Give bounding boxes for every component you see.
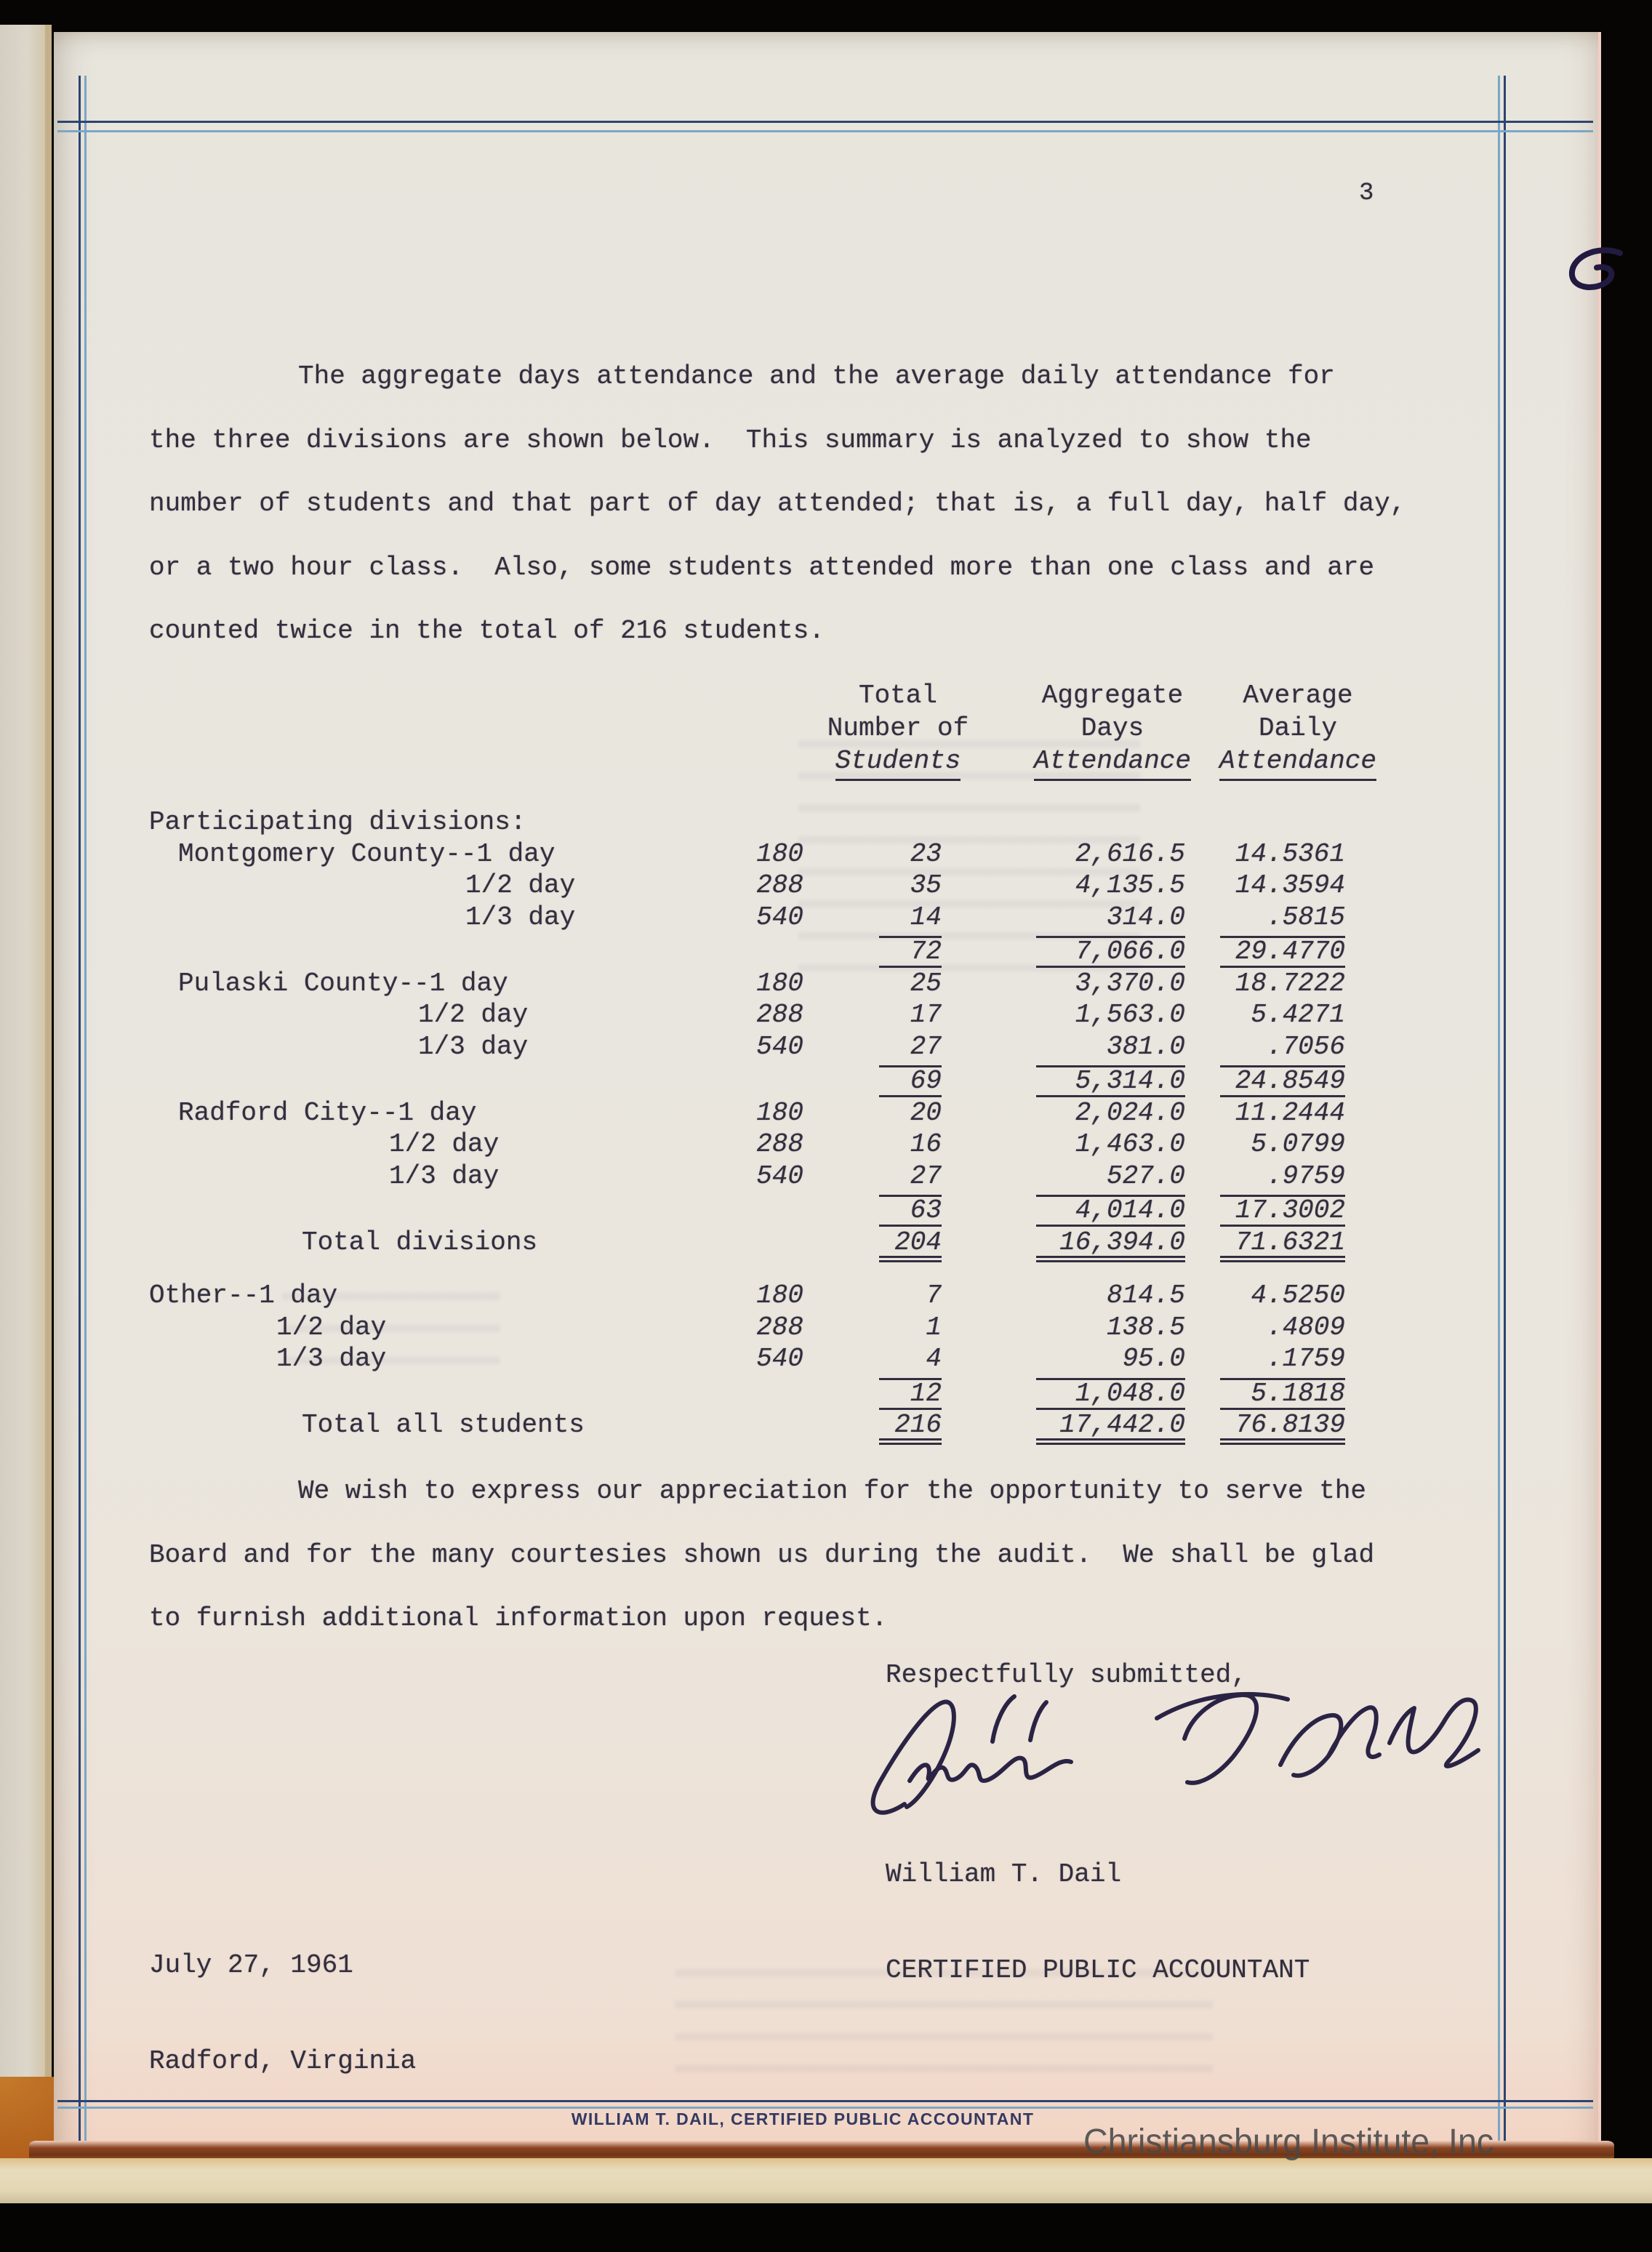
header-line-underlined: Attendance (1034, 745, 1191, 781)
cell: 16,394.0 (1036, 1229, 1185, 1262)
previous-page-edge (0, 25, 52, 2087)
cell: 18.7222 (1235, 968, 1345, 998)
cell: 5,314.0 (1036, 1065, 1185, 1097)
cell: 5.1818 (1220, 1378, 1345, 1410)
table-row (149, 1097, 1345, 1129)
cell: 29.4770 (1220, 936, 1345, 968)
header-line-underlined: Attendance (1219, 745, 1376, 781)
total-divisions-row (149, 1227, 1345, 1259)
paragraph-line: number of students and that part of day attended; that is, a full day, half day, (149, 489, 1406, 518)
cell: 314.0 (1106, 902, 1185, 932)
cell: .1759 (1266, 1344, 1345, 1374)
cell: 2,024.0 (1075, 1097, 1185, 1128)
place-line: Radford, Virginia (149, 2046, 417, 2076)
scan-background (0, 2203, 1652, 2252)
header-line: Average (1243, 681, 1353, 710)
paragraph-line: The aggregate days attendance and the average daily attendance for (298, 361, 1335, 391)
cell: 11.2444 (1235, 1097, 1345, 1128)
cell: 1 (926, 1312, 942, 1342)
cell: 69 (879, 1065, 942, 1097)
cell: 76.8139 (1220, 1411, 1345, 1445)
cell: 4,014.0 (1036, 1195, 1185, 1227)
paragraph-line: counted twice in the total of 216 students. (149, 616, 825, 646)
subtotal-row (149, 1195, 1345, 1227)
cell: 288 (756, 1000, 803, 1030)
date-line: July 27, 1961 (149, 1950, 353, 1980)
paragraph-line: the three divisions are shown below. This summary is analyzed to show the (149, 425, 1312, 455)
cell: 1,563.0 (1075, 1000, 1185, 1030)
row-label: 1/2 day (465, 870, 576, 900)
cell: 5.0799 (1251, 1129, 1345, 1159)
cell: 14.3594 (1235, 870, 1345, 900)
cell: 138.5 (1106, 1312, 1185, 1342)
cell: 63 (879, 1195, 942, 1227)
row-label: Montgomery County--1 day (178, 838, 556, 869)
ink-mark (1562, 244, 1629, 300)
cell: 381.0 (1106, 1031, 1185, 1062)
underlying-pages-edge (0, 2158, 1652, 2205)
table-row (149, 999, 1345, 1031)
row-label (149, 1378, 720, 1410)
cell: 204 (879, 1229, 942, 1262)
cell: 72 (879, 936, 942, 968)
table-row (149, 968, 1345, 1000)
cell: 540 (756, 902, 803, 932)
archive-watermark: Christiansburg Institute, Inc (1083, 2123, 1494, 2161)
cell: 24.8549 (1220, 1065, 1345, 1097)
cell: 27 (910, 1031, 942, 1062)
cell: 25 (910, 968, 942, 998)
cell: .4809 (1266, 1312, 1345, 1342)
top-rule-dark (57, 121, 1593, 123)
cell: 180 (756, 838, 803, 869)
cell: 540 (756, 1161, 803, 1191)
row-label (149, 936, 720, 968)
row-label: Total all students (302, 1410, 585, 1440)
cell: .9759 (1266, 1161, 1345, 1191)
cell: 540 (756, 1344, 803, 1374)
left-rule-dark (79, 76, 81, 2148)
dateline-block (149, 1886, 416, 2141)
cell: 180 (756, 1097, 803, 1128)
header-line-underlined: Students (835, 745, 961, 781)
row-label: 1/3 day (276, 1344, 387, 1374)
cell: 71.6321 (1220, 1229, 1345, 1262)
left-rule-light (84, 76, 87, 2148)
cell: 288 (756, 1312, 803, 1342)
top-rule-light (57, 130, 1593, 132)
subtotal-row (149, 1378, 1345, 1410)
table-row (149, 870, 1345, 902)
cell: 527.0 (1106, 1161, 1185, 1191)
row-label: 1/2 day (418, 1000, 529, 1030)
row-label: 1/3 day (418, 1031, 529, 1062)
row-label (149, 1065, 720, 1097)
cell: 16 (910, 1129, 942, 1159)
signer-block (886, 1795, 1310, 2051)
table-row (149, 1031, 1345, 1063)
paragraph-line: to furnish additional information upon request. (149, 1603, 888, 1633)
subtotal-row (149, 1065, 1345, 1097)
paragraph-line: Board and for the many courtesies shown us during the audit. We shall be glad (149, 1539, 1375, 1570)
row-label (149, 1195, 720, 1227)
cell: 4 (926, 1344, 942, 1374)
intro-paragraph (149, 345, 1451, 663)
cell: 1,463.0 (1075, 1129, 1185, 1159)
signer-title: CERTIFIED PUBLIC ACCOUNTANT (886, 1955, 1310, 1985)
closing-paragraph (149, 1459, 1451, 1651)
cell: 95.0 (1122, 1344, 1185, 1374)
row-label: 1/3 day (465, 902, 576, 932)
cell: 4,135.5 (1075, 870, 1185, 900)
table-row (149, 1161, 1345, 1193)
letterhead-footer: WILLIAM T. DAIL, CERTIFIED PUBLIC ACCOUNTANT (571, 2109, 1035, 2128)
paragraph-line: or a two hour class. Also, some students attended more than one class and are (149, 552, 1375, 582)
cell: 288 (756, 1129, 803, 1159)
row-label: 1/3 day (389, 1161, 500, 1191)
cell: 180 (756, 1281, 803, 1310)
cell: 17.3002 (1220, 1195, 1345, 1227)
cell: .5815 (1266, 902, 1345, 932)
cell: 20 (910, 1097, 942, 1128)
column-header-total-students (818, 679, 978, 781)
attendance-table (149, 806, 1345, 1441)
cell: 216 (879, 1411, 942, 1445)
row-label: Pulaski County--1 day (178, 968, 508, 998)
paragraph-line: We wish to express our appreciation for the opportunity to serve the (298, 1476, 1367, 1506)
header-line: Total (858, 681, 938, 710)
page-number: 3 (1359, 180, 1374, 207)
table-row (149, 1129, 1345, 1161)
cell: 5.4271 (1251, 1000, 1345, 1030)
cell: 14.5361 (1235, 838, 1345, 869)
cell: 180 (756, 968, 803, 998)
right-rule-dark (1504, 76, 1506, 2148)
table-row (149, 838, 1345, 870)
row-label: Other--1 day (149, 1281, 338, 1310)
total-all-students-row (149, 1409, 1345, 1441)
cell: 35 (910, 870, 942, 900)
cell: 288 (756, 870, 803, 900)
table-row (149, 1343, 1345, 1375)
table-section-row (149, 806, 1345, 838)
respectfully-submitted-line: Respectfully submitted, (886, 1660, 1247, 1690)
cell: 7 (926, 1281, 942, 1310)
cell: 14 (910, 902, 942, 932)
cell: 17 (910, 1000, 942, 1030)
cell: 540 (756, 1031, 803, 1062)
header-line: Number of (827, 713, 969, 743)
row-label: Radford City--1 day (178, 1097, 477, 1128)
cell: 12 (879, 1378, 942, 1410)
subtotal-row (149, 936, 1345, 968)
table-row (149, 902, 1345, 934)
cell: 814.5 (1106, 1281, 1185, 1310)
column-header-average-daily (1214, 679, 1382, 781)
header-line: Daily (1258, 713, 1338, 743)
right-rule-light (1498, 76, 1500, 2148)
cell: 2,616.5 (1075, 838, 1185, 869)
row-label: 1/2 day (276, 1312, 387, 1342)
cell: .7056 (1266, 1031, 1345, 1062)
column-header-aggregate-days (1029, 679, 1196, 781)
signer-typed-name: William T. Dail (886, 1859, 1122, 1889)
paper-sheet (54, 32, 1601, 2154)
row-label: Participating divisions: (149, 807, 526, 837)
cell: 4.5250 (1251, 1281, 1345, 1310)
cell: 17,442.0 (1036, 1411, 1185, 1445)
cell: 7,066.0 (1036, 936, 1185, 968)
table-row (149, 1280, 1345, 1312)
header-line: Days (1080, 713, 1144, 743)
row-label: 1/2 day (389, 1129, 500, 1159)
cell: 27 (910, 1161, 942, 1191)
table-row (149, 1312, 1345, 1344)
row-label: Total divisions (302, 1227, 538, 1257)
header-line: Aggregate (1041, 681, 1184, 710)
cell: 3,370.0 (1075, 968, 1185, 998)
cell: 1,048.0 (1036, 1378, 1185, 1410)
cell: 23 (910, 838, 942, 869)
